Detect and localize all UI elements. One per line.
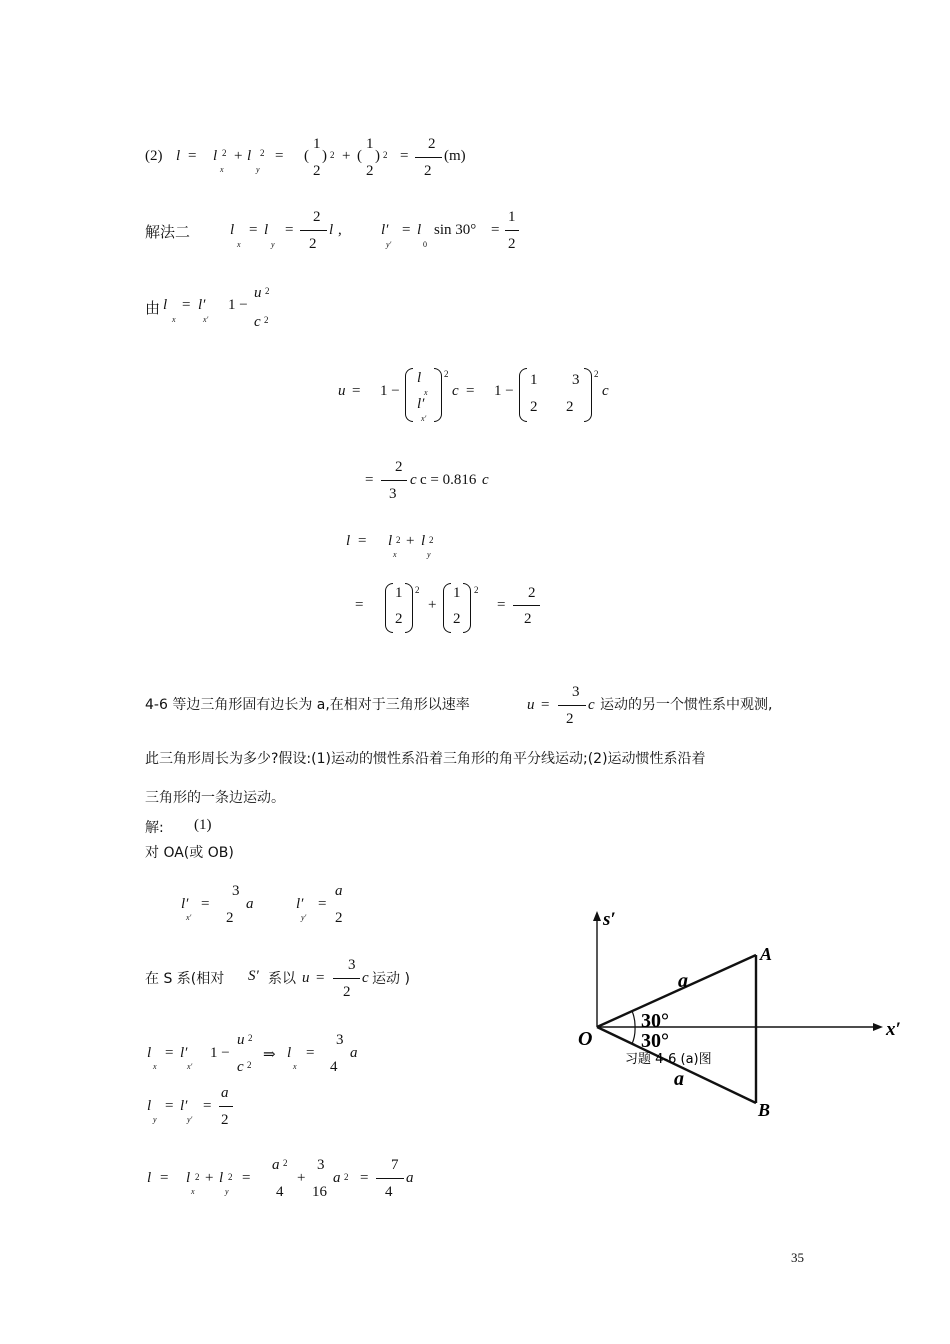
unit: (m)	[444, 148, 466, 164]
method-two-label: 解法二	[145, 223, 191, 241]
angle-arc-bottom	[632, 1027, 635, 1044]
den-4b: 4	[385, 1184, 393, 1200]
lx: l	[186, 1170, 191, 1186]
lx-exp: 2	[195, 1172, 200, 1182]
angle-arc-top	[632, 1011, 635, 1027]
side-a-bottom-label: a	[674, 1068, 684, 1090]
num-3: 3	[572, 372, 580, 388]
equals: =	[249, 222, 258, 238]
tail: c = 0.816	[420, 472, 477, 488]
term-lx-exp: 2	[222, 148, 227, 158]
lprime-y: l′	[296, 896, 304, 912]
angle-top-label: 30°	[641, 1010, 669, 1032]
sq-1: 2	[330, 150, 335, 160]
eq-equals-2: =	[275, 148, 284, 164]
paren-left-1	[385, 583, 393, 633]
page-number: 35	[791, 1250, 804, 1265]
l-prime-den-sub: x′	[421, 414, 427, 423]
equals: =	[358, 533, 367, 549]
one-minus: 1 −	[380, 383, 400, 399]
problem-line-3: 三角形的一条边运动。	[145, 790, 285, 806]
a-2-exp: 2	[344, 1172, 349, 1182]
one-minus-2: 1 −	[494, 383, 514, 399]
problem-frac-num: 3	[572, 684, 580, 700]
l-lhs: l	[346, 533, 351, 549]
lprime-sub: y′	[187, 1115, 193, 1124]
plus: +	[205, 1170, 214, 1186]
vertex-b-label: B	[758, 1100, 771, 1120]
lprime-y-sub: y′	[301, 913, 307, 922]
equals-2: =	[242, 1170, 251, 1186]
term-ly: l	[247, 148, 252, 164]
frac2-num: 1	[366, 136, 374, 152]
paren-close-2: )	[375, 148, 380, 164]
frac1-num: 1	[313, 136, 321, 152]
paren-close-1: )	[322, 148, 327, 164]
exp-2: 2	[474, 585, 479, 595]
lx-sub: x	[393, 550, 397, 559]
s-frame-suffix: 运动 )	[372, 971, 410, 987]
figure-caption: 习题 4-6 (a)图	[625, 1052, 712, 1067]
eq-equals: =	[188, 148, 197, 164]
fraction-bar	[376, 1178, 404, 1179]
fraction-bar	[513, 605, 540, 606]
plus: +	[406, 533, 415, 549]
big-paren-left-2	[519, 368, 527, 422]
c-exp: 2	[264, 315, 269, 325]
s-frame-u: u	[302, 970, 310, 986]
res-den: 2	[524, 611, 532, 627]
ly-exp: 2	[228, 1172, 233, 1182]
oa-line: 对 OA(或 OB)	[145, 845, 234, 861]
frac-num: 3	[336, 1032, 344, 1048]
ly: l	[421, 533, 426, 549]
u-exp: 2	[265, 286, 270, 296]
equals-2: =	[318, 896, 327, 912]
var-a: a	[246, 896, 254, 912]
exp-2: 2	[594, 369, 599, 379]
den-2b: 2	[566, 399, 574, 415]
den-4: 4	[276, 1184, 284, 1200]
var-a: a	[350, 1045, 358, 1061]
section-label: (2)	[145, 148, 163, 164]
frac1-den: 2	[313, 163, 321, 179]
c-exp: 2	[247, 1060, 252, 1070]
half-num: 1	[508, 209, 516, 225]
equals-2: =	[203, 1098, 212, 1114]
term-ly-exp: 2	[260, 148, 265, 158]
vertex-a-label: A	[760, 944, 773, 964]
ly-sub: y	[225, 1187, 229, 1196]
fraction-bar	[219, 1106, 233, 1107]
paren-left-2	[443, 583, 451, 633]
ly-exp: 2	[429, 535, 434, 545]
problem-u: u	[527, 697, 535, 713]
sq-2: 2	[383, 150, 388, 160]
l-num: l	[417, 370, 422, 386]
equals: =	[160, 1170, 169, 1186]
lprime: l′	[180, 1045, 188, 1061]
s-frame-num: 3	[348, 957, 356, 973]
equals: =	[165, 1045, 174, 1061]
eq-plus: +	[234, 148, 243, 164]
num-1: 1	[530, 372, 538, 388]
problem-line-1a: 4-6 等边三角形固有边长为 a,在相对于三角形以速率	[145, 697, 470, 713]
eq-plus-2: +	[342, 148, 351, 164]
lprime-sub: x′	[187, 1062, 193, 1071]
equals-2: =	[466, 383, 475, 399]
problem-fraction-bar	[558, 705, 586, 706]
problem-frac-den: 2	[566, 711, 574, 727]
axis-x-label: x′	[886, 1019, 901, 1040]
num-7: 7	[391, 1157, 399, 1173]
solution-label: 解:	[145, 820, 164, 836]
s-frame-den: 2	[343, 984, 351, 1000]
fraction-bar-2	[505, 230, 519, 231]
equals: =	[201, 896, 210, 912]
l0-sub: 0	[423, 240, 427, 249]
exp-1: 2	[415, 585, 420, 595]
lprime-x: l′	[181, 896, 189, 912]
num: 2	[395, 459, 403, 475]
lx-2: l	[287, 1045, 292, 1061]
ly-sub: y	[271, 240, 275, 249]
lx-sub: x	[237, 240, 241, 249]
one-minus: 1 −	[228, 297, 248, 313]
a-2: a	[333, 1170, 341, 1186]
lx-sub: x	[172, 315, 176, 324]
a-exp: 2	[283, 1158, 288, 1168]
equals: =	[365, 472, 374, 488]
l-lhs: l	[147, 1170, 152, 1186]
den-16: 16	[312, 1184, 327, 1200]
equals-3: =	[360, 1170, 369, 1186]
origin-label: O	[578, 1028, 593, 1050]
s-prime: S′	[248, 968, 259, 984]
lx: l	[388, 533, 393, 549]
angle-bottom-label: 30°	[641, 1030, 669, 1052]
frac2-den: 2	[366, 163, 374, 179]
l-prime-sub: y′	[386, 240, 392, 249]
equals-4: =	[491, 222, 500, 238]
lx-sub: x	[191, 1187, 195, 1196]
triangle-figure	[570, 905, 915, 1150]
l-prime-den: l′	[417, 396, 425, 412]
u-num: u	[254, 285, 262, 301]
eq-lhs: l	[176, 148, 181, 164]
c-den: c	[254, 314, 261, 330]
s-frame-c: c	[362, 970, 369, 986]
ly: l	[147, 1098, 152, 1114]
frac-den: 4	[330, 1059, 338, 1075]
lx: l	[163, 297, 168, 313]
num-1: 1	[395, 585, 403, 601]
comma: ,	[338, 222, 342, 238]
sin-30: sin 30°	[434, 222, 477, 238]
frac-den-2b: 2	[335, 910, 343, 926]
l-var: l	[329, 222, 334, 238]
fraction-bar	[300, 230, 327, 231]
solution-part: (1)	[194, 817, 212, 833]
frac-den: 2	[221, 1112, 229, 1128]
l-prime-sub: x′	[203, 315, 209, 324]
s-frame-fraction-bar	[333, 978, 360, 979]
lx: l	[230, 222, 235, 238]
from-prefix: 由	[145, 299, 161, 317]
paren-right-2	[463, 583, 471, 633]
lx-exp: 2	[396, 535, 401, 545]
u-num: u	[237, 1032, 245, 1048]
fraction-bar	[381, 480, 407, 481]
lprime: l′	[180, 1098, 188, 1114]
c-1: c	[452, 383, 459, 399]
big-paren-right	[434, 368, 442, 422]
axis-y-label: s′	[603, 909, 616, 930]
problem-line-1b: 运动的另一个惯性系中观测,	[600, 697, 773, 713]
ly-sub: y	[427, 550, 431, 559]
lx: l	[147, 1045, 152, 1061]
ly: l	[264, 222, 269, 238]
half-den: 2	[508, 236, 516, 252]
equals: =	[165, 1098, 174, 1114]
axis-x-arrow	[873, 1023, 883, 1031]
s-frame-equals: =	[316, 970, 325, 986]
fraction-bar	[415, 157, 442, 158]
side-oa	[597, 955, 756, 1027]
frac-num: 2	[313, 209, 321, 225]
c-2: c	[602, 383, 609, 399]
lprime-x-sub: x′	[186, 913, 192, 922]
big-paren-right-2	[584, 368, 592, 422]
result-num: 2	[428, 136, 436, 152]
den-1: 2	[395, 611, 403, 627]
l0: l	[417, 222, 422, 238]
result-den: 2	[424, 163, 432, 179]
equals-3: =	[402, 222, 411, 238]
term-ly-sub: y	[256, 165, 260, 174]
a-3: a	[406, 1170, 414, 1186]
l-num-sub: x	[424, 388, 428, 397]
res-num: 2	[528, 585, 536, 601]
u-lhs: u	[338, 383, 346, 399]
s-frame-middle: 系以	[268, 971, 296, 987]
term-lx: l	[213, 148, 218, 164]
ly-sub: y	[153, 1115, 157, 1124]
c-den: c	[237, 1059, 244, 1075]
frac-num-3: 3	[232, 883, 240, 899]
paren-open-2: (	[357, 148, 362, 164]
u-exp: 2	[248, 1033, 253, 1043]
den-2: 2	[453, 611, 461, 627]
problem-line-2: 此三角形周长为多少?假设:(1)运动的惯性系沿着三角形的角平分线运动;(2)运动惯性系沿着	[145, 751, 706, 767]
c-1: c	[410, 472, 417, 488]
frac-num-a: a	[335, 883, 343, 899]
num-2: 1	[453, 585, 461, 601]
eq-equals-3: =	[400, 148, 409, 164]
l-prime: l′	[198, 297, 206, 313]
l-prime: l′	[381, 222, 389, 238]
a-num: a	[272, 1157, 280, 1173]
exp-1: 2	[444, 369, 449, 379]
frac-den-2: 2	[226, 910, 234, 926]
equals: =	[355, 597, 364, 613]
paren-open-1: (	[304, 148, 309, 164]
term-lx-sub: x	[220, 165, 224, 174]
plus-2: +	[297, 1170, 306, 1186]
num-3: 3	[317, 1157, 325, 1173]
one-minus: 1 −	[210, 1045, 230, 1061]
equals: =	[352, 383, 361, 399]
axis-y-arrow	[593, 911, 601, 921]
den: 3	[389, 486, 397, 502]
plus: +	[428, 597, 437, 613]
lx-2-sub: x	[293, 1062, 297, 1071]
problem-equals: =	[541, 697, 550, 713]
problem-c: c	[588, 697, 595, 713]
equals-2: =	[285, 222, 294, 238]
ly: l	[219, 1170, 224, 1186]
implies: ⇒	[263, 1047, 276, 1063]
lx-sub: x	[153, 1062, 157, 1071]
frac-den: 2	[309, 236, 317, 252]
den-2a: 2	[530, 399, 538, 415]
paren-right-1	[405, 583, 413, 633]
s-frame-prefix: 在 S 系(相对	[145, 971, 225, 987]
side-a-top-label: a	[678, 970, 688, 992]
equals-2: =	[497, 597, 506, 613]
equals-2: =	[306, 1045, 315, 1061]
c-2: c	[482, 472, 489, 488]
big-paren-left	[405, 368, 413, 422]
frac-num: a	[221, 1085, 229, 1101]
equals: =	[182, 297, 191, 313]
